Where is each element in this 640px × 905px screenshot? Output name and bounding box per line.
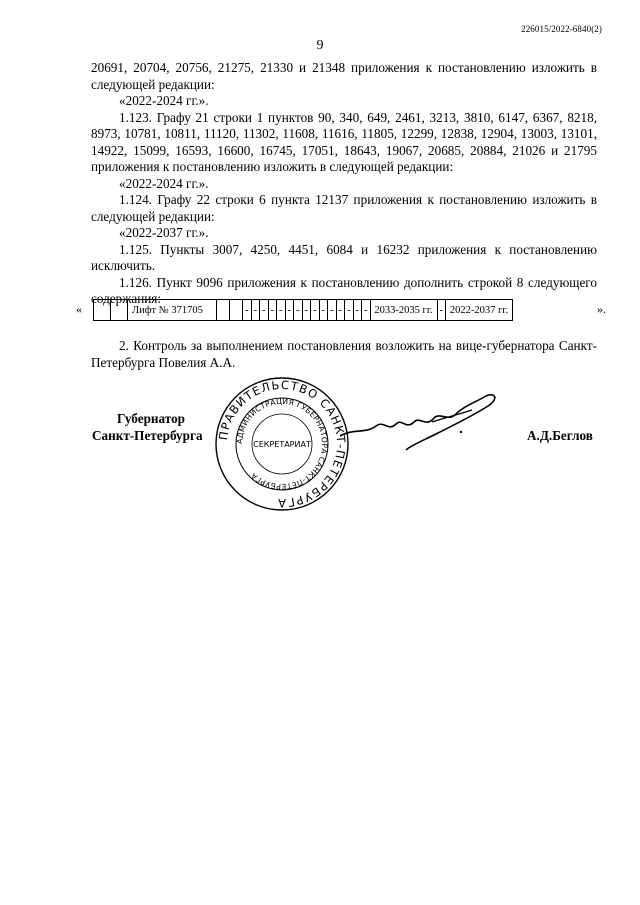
signer-title-line: Санкт-Петербурга <box>92 428 203 443</box>
table-cell: - <box>345 300 354 321</box>
table-cell <box>217 300 230 321</box>
table-cell: - <box>251 300 260 321</box>
table-cell: - <box>277 300 286 321</box>
quote-close: ». <box>597 302 606 316</box>
paragraph-1-126: 1.126. Пункт 9096 приложения к постановлению дополнить строкой 8 следующего содержания: <box>91 274 597 306</box>
table-cell: - <box>353 300 362 321</box>
table-cell <box>94 300 111 321</box>
document-number: 226015/2022-6840(2) <box>521 24 602 34</box>
page-number: 9 <box>316 38 324 53</box>
table-cell: - <box>336 300 345 321</box>
table-cell: - <box>268 300 277 321</box>
table-row <box>94 300 513 321</box>
table-cell: - <box>302 300 311 321</box>
table-cell: - <box>294 300 303 321</box>
table-cell <box>230 300 243 321</box>
paragraph-value: «2022-2024 гг.». <box>119 93 209 108</box>
table-cell-period: 2022-2037 гг. <box>446 300 513 321</box>
handwritten-signature <box>336 388 506 458</box>
paragraph-1-124: 1.124. Графу 22 строки 6 пункта 12137 приложения к постановлению изложить в следующей редакции: <box>91 192 597 224</box>
table-cell: - <box>285 300 294 321</box>
inserted-row <box>76 299 616 321</box>
table-cell: - <box>437 300 446 321</box>
control-paragraph <box>91 337 597 371</box>
paragraph-1-125: 1.125. Пункты 3007, 4250, 4451, 6084 и 16232 приложения к постановлению исключить. <box>91 241 597 273</box>
quote-open: « <box>76 302 82 316</box>
document-body <box>91 60 597 308</box>
paragraph-value: «2022-2037 гг.». <box>119 225 209 240</box>
inserted-row-table <box>93 299 513 321</box>
table-cell: - <box>319 300 328 321</box>
seal-center-text: СЕКРЕТАРИАТ <box>253 440 311 449</box>
control-text: 2. Контроль за выполнением постановления возложить на вице-губернатора Санкт-Петербурга Повелия А.А. <box>91 338 597 370</box>
paragraph-1-123: 1.123. Графу 21 строки 1 пунктов 90, 340, 649, 2461, 3213, 3810, 6147, 6367, 8218, 8973, 10781, 10811, 11120, 11302, 11608, 11616, 11805, 12299, 12838, 12904, 13003, 13101, 14922, 15099, 16593, 16600, 16745, 17051, 18643, 19067, 20685, 20884, 21026 и 21795 приложения к постановлению изложить в следующей редакции: <box>91 109 597 174</box>
table-cell: - <box>311 300 320 321</box>
table-cell: - <box>243 300 252 321</box>
table-cell <box>111 300 128 321</box>
signer-title-line: Губернатор <box>117 411 185 426</box>
table-cell-name: Лифт № 371705 <box>128 300 217 321</box>
official-seal <box>212 374 352 514</box>
seal-outer-text: ПРАВИТЕЛЬСТВО САНКТ-ПЕТЕРБУРГА <box>216 377 349 511</box>
table-cell: - <box>362 300 371 321</box>
paragraph-continuation: 20691, 20704, 20756, 21275, 21330 и 21348 приложения к постановлению изложить в следующей редакции: <box>91 60 597 92</box>
seal-inner-text: АДМИНИСТРАЦИЯ ГУБЕРНАТОРА САНКТ-ПЕТЕРБУРГА <box>234 396 330 492</box>
signer-title <box>92 410 212 444</box>
table-cell: - <box>260 300 269 321</box>
paragraph-value: «2022-2024 гг.». <box>119 175 209 191</box>
table-cell: - <box>328 300 337 321</box>
table-cell-period: 2033-2035 гг. <box>370 300 437 321</box>
signer-name: А.Д.Беглов <box>527 428 593 443</box>
